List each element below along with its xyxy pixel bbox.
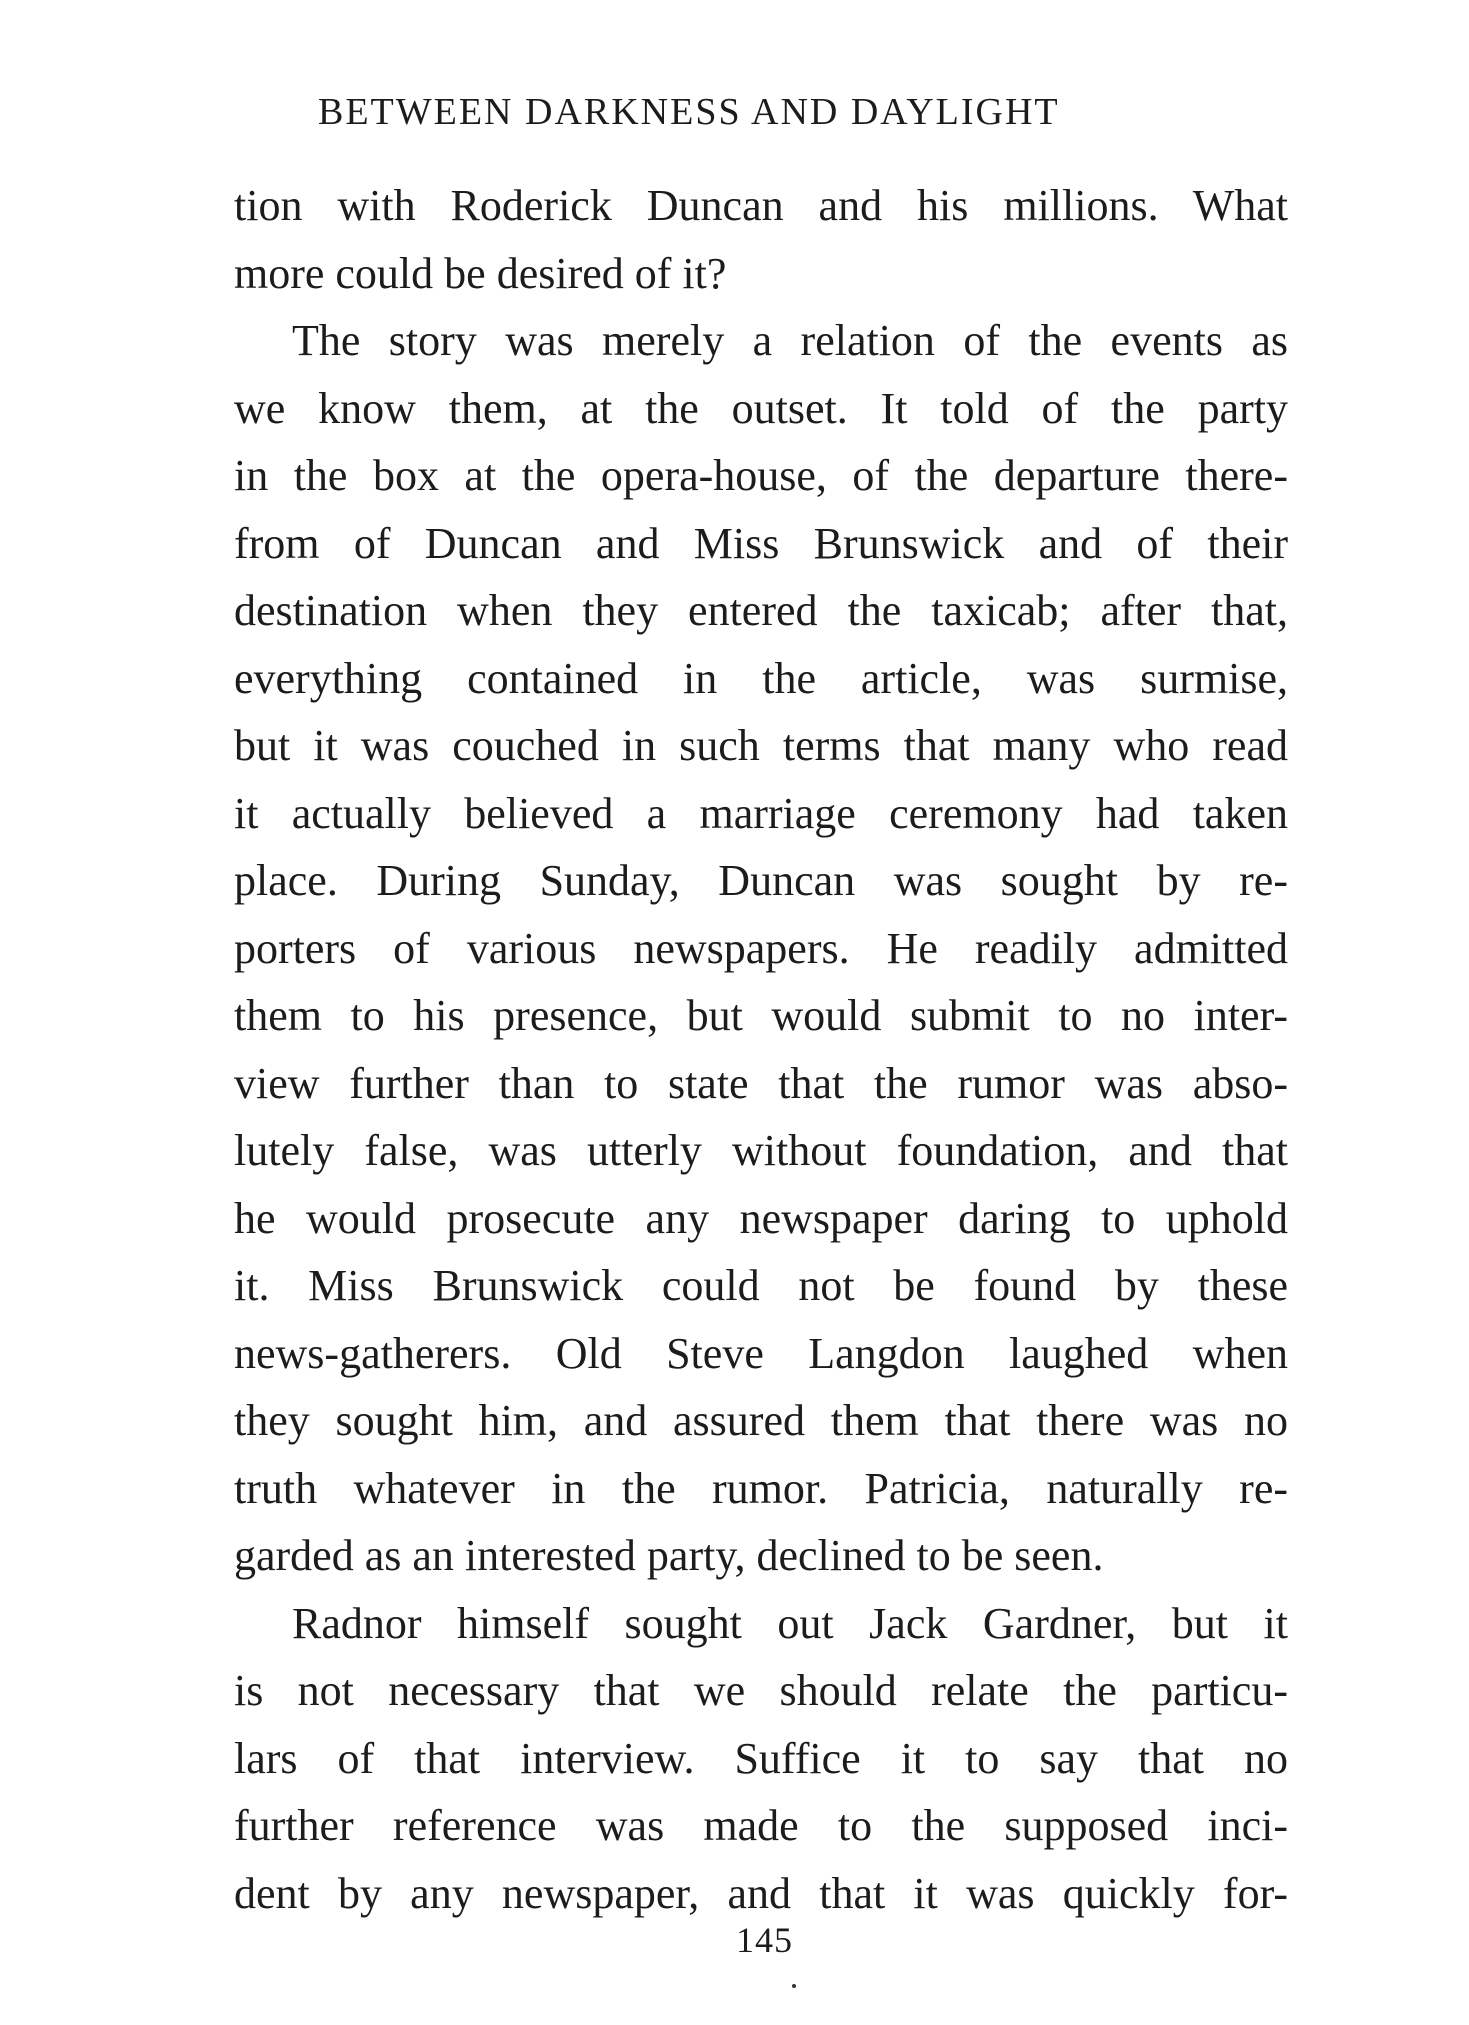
text-line: it actually believed a marriage ceremony had taken [234, 788, 1288, 838]
text-line: destination when they entered the taxicab; after that, [234, 586, 1288, 635]
text-line: but it was couched in such terms that many who read [234, 721, 1288, 770]
text-line: The story was merely a relation of the events as [292, 316, 1288, 365]
text-line: place. During Sunday, Duncan was sought by re- [234, 856, 1288, 905]
text-line: it. Miss Brunswick could not be found by these [234, 1261, 1288, 1310]
running-head: BETWEEN DARKNESS AND DAYLIGHT [318, 91, 1060, 133]
text-line: Radnor himself sought out Jack Gardner, but it [292, 1598, 1288, 1648]
text-line: further reference was made to the supposed inci- [234, 1801, 1288, 1850]
paragraph [234, 307, 1288, 1590]
text-line: lars of that interview. Suffice it to say that no [234, 1733, 1288, 1783]
paragraph [234, 1590, 1288, 1928]
text-line: more could be desired of it? [234, 248, 727, 298]
text-line: from of Duncan and Miss Brunswick and of their [234, 518, 1288, 568]
body-text [234, 172, 1288, 1927]
text-line: they sought him, and assured them that there was no [234, 1396, 1288, 1445]
text-line: dent by any newspaper, and that it was quickly for- [234, 1868, 1288, 1918]
text-line: truth whatever in the rumor. Patricia, naturally re- [234, 1463, 1288, 1513]
text-line: porters of various newspapers. He readily admitted [234, 923, 1288, 973]
paragraph [234, 172, 1288, 307]
text-line: in the box at the opera-house, of the departure there- [234, 451, 1288, 500]
text-line: is not necessary that we should relate the particu- [234, 1666, 1288, 1715]
text-line: everything contained in the article, was surmise, [234, 653, 1288, 703]
text-line: them to his presence, but would submit to no inter- [234, 991, 1288, 1040]
text-line: tion with Roderick Duncan and his millions. What [234, 181, 1288, 230]
text-line: lutely false, was utterly without foundation, and that [234, 1126, 1288, 1175]
text-line: news-gatherers. Old Steve Langdon laughed when [234, 1328, 1288, 1378]
text-line: garded as an interested party, declined to be seen. [234, 1531, 1104, 1580]
print-speck [792, 1984, 796, 1988]
text-line: view further than to state that the rumor was abso- [234, 1058, 1288, 1108]
page-number: 145 [736, 1920, 793, 1960]
text-line: he would prosecute any newspaper daring to uphold [234, 1193, 1288, 1243]
text-line: we know them, at the outset. It told of the party [234, 383, 1288, 433]
